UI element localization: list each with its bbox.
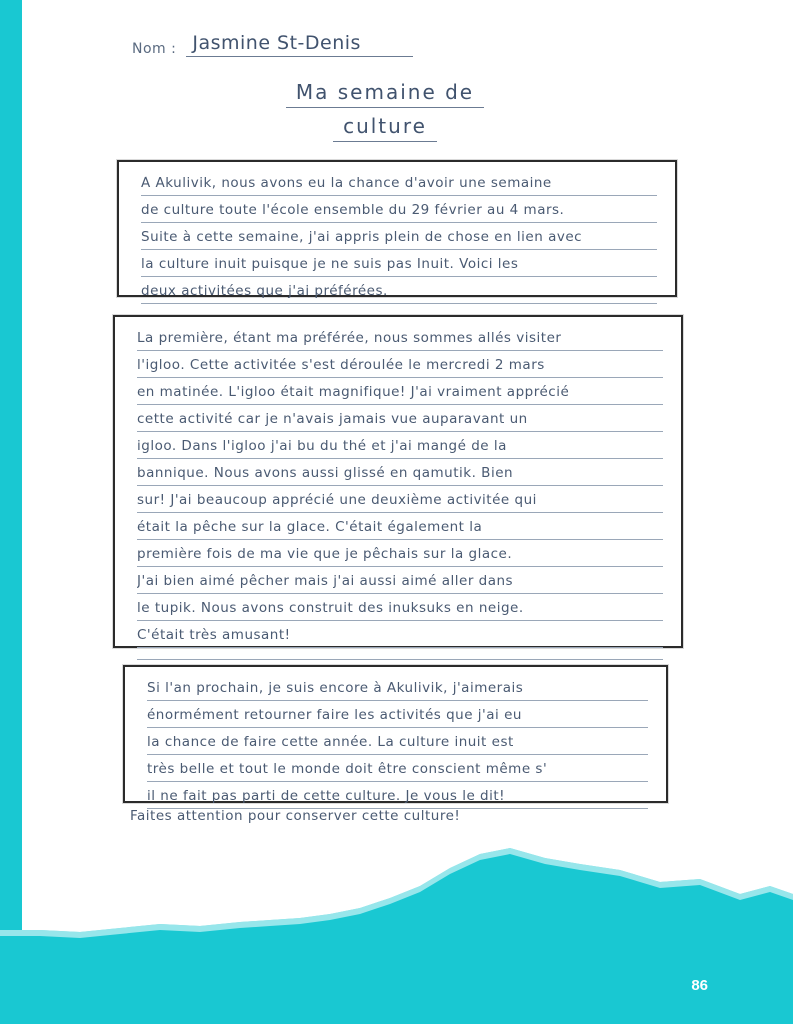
handwritten-line: La première, étant ma préférée, nous sommes allés visiter [137, 331, 663, 351]
handwritten-line: il ne fait pas parti de cette culture. Je vous le dit! [147, 789, 648, 809]
paragraph-box-body [113, 315, 683, 648]
handwritten-line: C'était très amusant! [137, 628, 663, 648]
torn-paper-teal-footer [0, 834, 793, 1024]
page-title [245, 80, 525, 142]
handwritten-line: l'igloo. Cette activitée s'est déroulée le mercredi 2 mars [137, 358, 663, 378]
handwritten-line: deux activitées que j'ai préférées. [141, 284, 657, 304]
handwritten-line: la chance de faire cette année. La culture inuit est [147, 735, 648, 755]
handwritten-line: bannique. Nous avons aussi glissé en qamutik. Bien [137, 466, 663, 486]
page-title-line-2: culture [333, 114, 437, 142]
student-name-row [132, 32, 413, 57]
handwritten-line-empty [137, 655, 663, 660]
handwritten-line: la culture inuit puisque je ne suis pas Inuit. Voici les [141, 257, 657, 277]
handwritten-line: première fois de ma vie que je pêchais sur la glace. [137, 547, 663, 567]
handwritten-line: très belle et tout le monde doit être conscient même s' [147, 762, 648, 782]
handwritten-line: en matinée. L'igloo était magnifique! J'ai vraiment apprécié [137, 385, 663, 405]
handwritten-line: Si l'an prochain, je suis encore à Akulivik, j'aimerais [147, 681, 648, 701]
handwritten-line: était la pêche sur la glace. C'était également la [137, 520, 663, 540]
handwritten-line: le tupik. Nous avons construit des inuksuks en neige. [137, 601, 663, 621]
paragraph-box-conclusion [123, 665, 668, 803]
closing-note: Faites attention pour conserver cette culture! [130, 808, 461, 824]
name-label: Nom : [132, 41, 177, 57]
handwritten-line: sur! J'ai beaucoup apprécié une deuxième activitée qui [137, 493, 663, 513]
handwritten-line: À Akulivik, nous avons eu la chance d'avoir une semaine [141, 176, 657, 196]
student-name-value: Jasmine St-Denis [186, 32, 413, 57]
handwritten-line: igloo. Dans l'igloo j'ai bu du thé et j'ai mangé de la [137, 439, 663, 459]
paragraph-box-intro [117, 160, 677, 297]
handwritten-line: Suite à cette semaine, j'ai appris plein de chose en lien avec [141, 230, 657, 250]
page-number: 86 [691, 977, 708, 994]
handwritten-line: J'ai bien aimé pêcher mais j'ai aussi aimé aller dans [137, 574, 663, 594]
handwritten-line: cette activité car je n'avais jamais vue auparavant un [137, 412, 663, 432]
handwritten-line: énormément retourner faire les activités que j'ai eu [147, 708, 648, 728]
page-title-line-1: Ma semaine de [286, 80, 484, 108]
handwritten-line: de culture toute l'école ensemble du 29 février au 4 mars. [141, 203, 657, 223]
